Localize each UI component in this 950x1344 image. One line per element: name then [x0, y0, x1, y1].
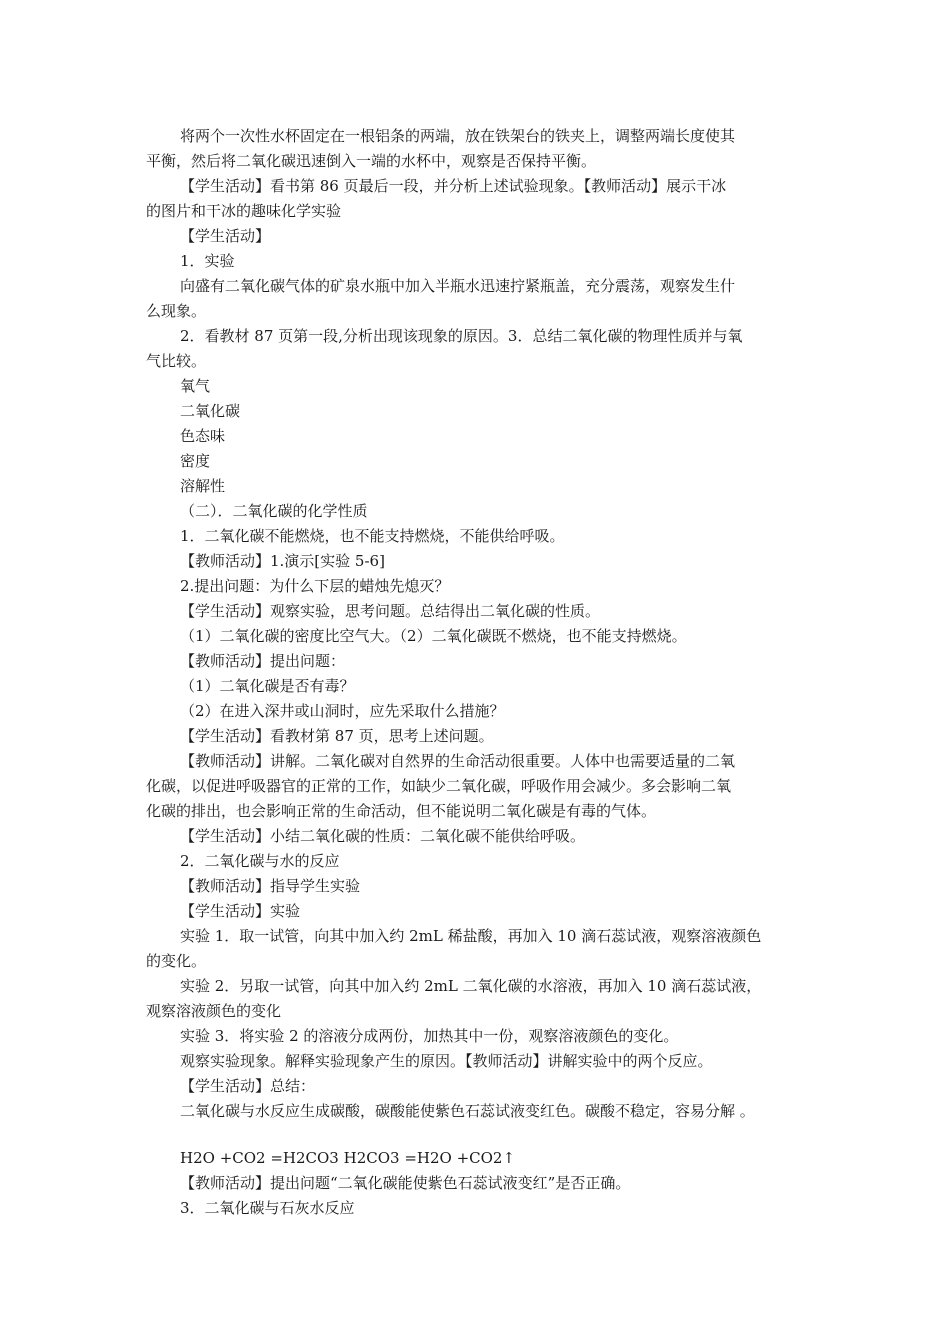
- text-line: 1．二氧化碳不能燃烧，也不能支持燃烧，不能供给呼吸。: [180, 527, 565, 545]
- text-line: （1）二氧化碳的密度比空气大。（2）二氧化碳既不燃烧，也不能支持燃烧。: [180, 627, 687, 645]
- text-line: 的变化。: [146, 952, 207, 970]
- text-line: 【教师活动】提出问题“二氧化碳能使紫色石蕊试液变红”是否正确。: [180, 1174, 631, 1192]
- text-line: 【教师活动】指导学生实验: [180, 877, 361, 895]
- text-line: 的图片和干冰的趣味化学实验: [146, 202, 342, 220]
- text-line: 【学生活动】: [180, 227, 271, 245]
- text-line: 实验 3．将实验 2 的溶液分成两份，加热其中一份，观察溶液颜色的变化。: [180, 1027, 679, 1045]
- text-line: 平衡，然后将二氧化碳迅速倒入一端的水杯中，观察是否保持平衡。: [146, 152, 597, 170]
- text-line: 色态味: [180, 427, 226, 445]
- document-body: [146, 124, 816, 1221]
- text-line: 【学生活动】总结：: [180, 1077, 316, 1095]
- text-line: H2O +CO2 =H2CO3 H2CO3 =H2O +CO2↑: [180, 1149, 516, 1167]
- text-line: 二氧化碳与水反应生成碳酸，碳酸能使紫色石蕊试液变红色。碳酸不稳定，容易分解 。: [180, 1102, 755, 1120]
- text-line: 气比较。: [146, 352, 207, 370]
- blank-line: [146, 1124, 816, 1146]
- text-line: 3．二氧化碳与石灰水反应: [180, 1199, 355, 1217]
- text-line: 将两个一次性水杯固定在一根铝条的两端，放在铁架台的铁夹上，调整两端长度使其: [180, 127, 736, 145]
- text-line: 【教师活动】讲解。二氧化碳对自然界的生命活动很重要。人体中也需要适量的二氧: [180, 752, 736, 770]
- text-line: 二氧化碳: [180, 402, 241, 420]
- text-line: 【学生活动】观察实验，思考问题。总结得出二氧化碳的性质。: [180, 602, 601, 620]
- text-line: 向盛有二氧化碳气体的矿泉水瓶中加入半瓶水迅速拧紧瓶盖，充分震荡，观察发生什: [180, 277, 736, 295]
- text-line: （2）在进入深井或山洞时，应先采取什么措施？: [180, 702, 505, 720]
- text-line: （二）．二氧化碳的化学性质: [180, 502, 368, 520]
- text-line: 1．实验: [180, 252, 235, 270]
- text-line: 化碳，以促进呼吸器官的正常的工作，如缺少二氧化碳，呼吸作用会减少。多会影响二氧: [146, 777, 732, 795]
- text-line: 氧气: [180, 377, 211, 395]
- text-line: 实验 2．另取一试管，向其中加入约 2mL 二氧化碳的水溶液，再加入 10 滴石蕊试液，: [180, 977, 762, 995]
- text-line: 化碳的排出，也会影响正常的生命活动，但不能说明二氧化碳是有毒的气体。: [146, 802, 657, 820]
- text-line: 么现象。: [146, 302, 207, 320]
- text-line: 观察实验现象。解释实验现象产生的原因。【教师活动】讲解实验中的两个反应。: [180, 1052, 713, 1070]
- text-line: 溶解性: [180, 477, 226, 495]
- text-line: 【学生活动】小结二氧化碳的性质：二氧化碳不能供给呼吸。: [180, 827, 586, 845]
- text-line: 【学生活动】实验: [180, 902, 301, 920]
- text-line: 2．看教材 87 页第一段,分析出现该现象的原因。3．总结二氧化碳的物理性质并与氧: [180, 327, 743, 345]
- text-line: 【学生活动】看教材第 87 页，思考上述问题。: [180, 727, 494, 745]
- text-line: 实验 1．取一试管，向其中加入约 2mL 稀盐酸，再加入 10 滴石蕊试液，观察溶液颜色: [180, 927, 762, 945]
- text-line: 【教师活动】提出问题：: [180, 652, 346, 670]
- text-line: 2．二氧化碳与水的反应: [180, 852, 340, 870]
- text-line: 2.提出问题：为什么下层的蜡烛先熄灭？: [180, 577, 450, 595]
- text-line: 【教师活动】1.演示[实验 5-6]: [180, 552, 385, 570]
- text-line: 【学生活动】看书第 86 页最后一段，并分析上述试验现象。【教师活动】展示干冰: [180, 177, 727, 195]
- text-line: （1）二氧化碳是否有毒？: [180, 677, 355, 695]
- text-line: 密度: [180, 452, 211, 470]
- text-line: 观察溶液颜色的变化: [146, 1002, 282, 1020]
